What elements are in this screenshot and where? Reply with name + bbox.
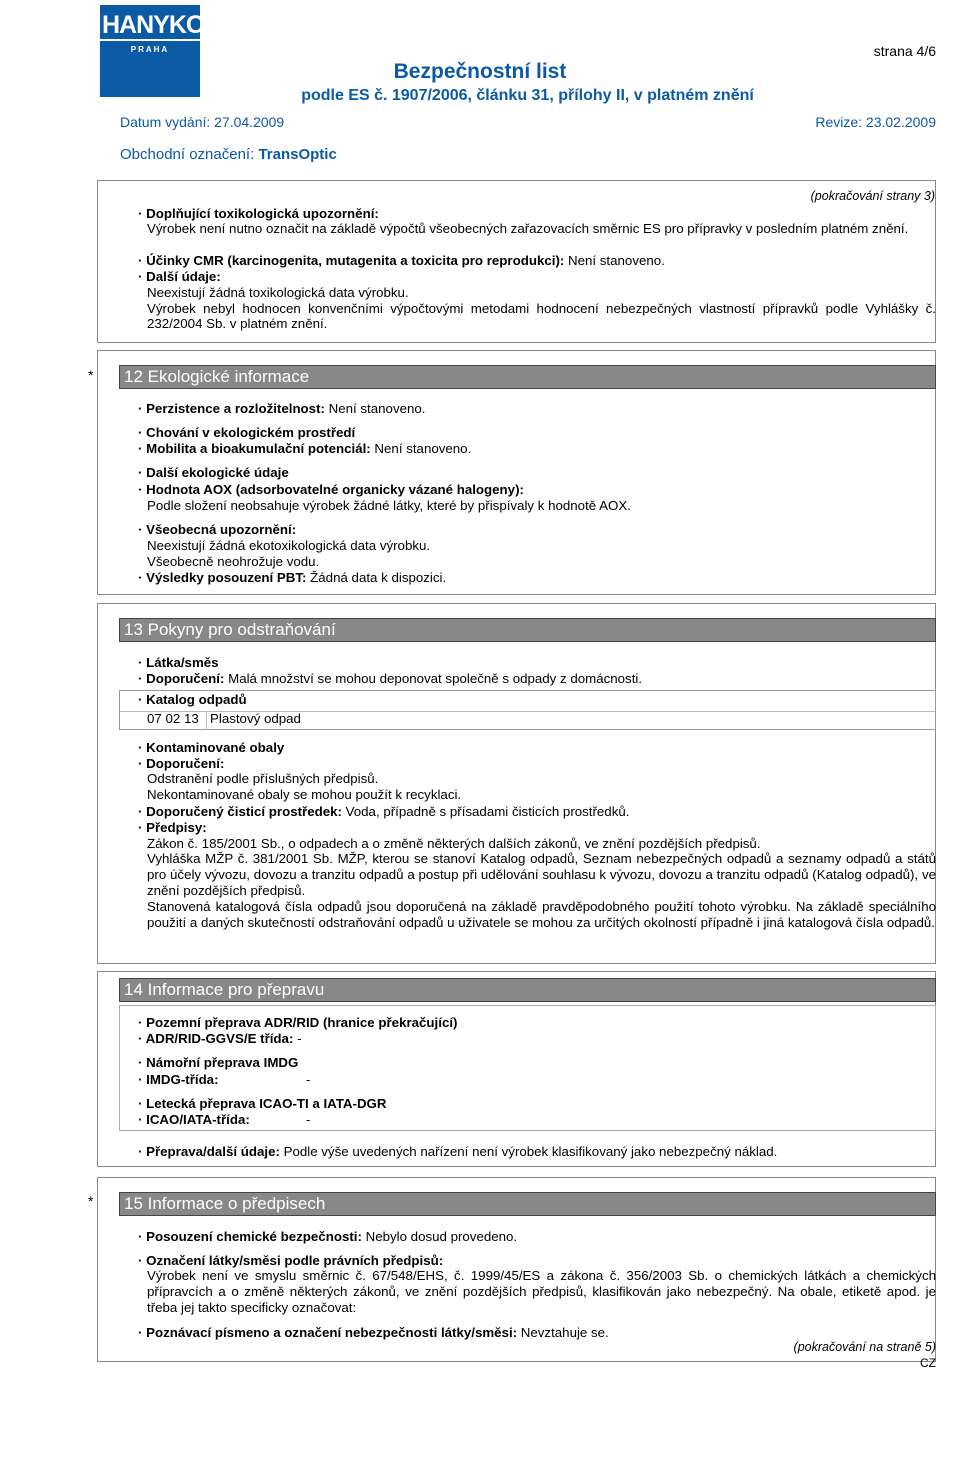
cleaning-agent-label: · Doporučený čisticí prostředek: xyxy=(138,804,342,819)
waste-catalog-header: · Katalog odpadů xyxy=(138,692,247,707)
hazard-symbol-line xyxy=(138,1325,609,1340)
labelling-text: Výrobek není ve smyslu směrnic č. 67/548/EHS, č. 1999/45/ES a zákona č. 356/2003 Sb. o chemických látkách a chemických přípravcích a o změně některých zákonů, ve znění pozdějších předpisů, klasifikován jako nebezpečný. Na obale, etiketě apod. je třeba jej takto specificky označovat: xyxy=(147,1268,936,1315)
packaging-text-2: Nekontaminované obaly se mohou použít k recyklaci. xyxy=(147,787,462,802)
icao-class-label: · ICAO/IATA-třída: xyxy=(138,1112,250,1127)
recommendation-label: · Doporučení: xyxy=(138,671,225,686)
adr-class-value: - xyxy=(293,1031,302,1046)
logo-main-text: HANYKO xyxy=(102,11,205,39)
recommendation-value: Malá množství se mohou deponovat společně s odpady z domácnosti. xyxy=(224,671,643,686)
substance-label: · Látka/směs xyxy=(138,655,219,670)
issue-date: Datum vydání: 27.04.2009 xyxy=(120,114,285,130)
waste-name: Plastový odpad xyxy=(210,711,301,726)
cmr-label: · Účinky CMR (karcinogenita, mutagenita a toxicita pro reprodukci): xyxy=(138,253,565,268)
persistence-value: Není stanoveno. xyxy=(324,401,426,416)
waste-code: 07 02 13 xyxy=(147,711,199,726)
recommendation-line xyxy=(138,671,642,686)
sea-transport-label: · Námořní přeprava IMDG xyxy=(138,1055,299,1070)
general-notes-text-1: Neexistují žádná ekotoxikologická data výrobku. xyxy=(147,538,431,553)
revision-date: Revize: 23.02.2009 xyxy=(815,114,936,130)
section-12-changed-marker: * xyxy=(88,367,94,383)
cmr-line xyxy=(138,253,665,268)
packaging-recommendation-label: · Doporučení: xyxy=(138,756,225,771)
air-transport-label: · Letecká přeprava ICAO-TI a IATA-DGR xyxy=(138,1096,387,1111)
chem-safety-label: · Posouzení chemické bezpečnosti: xyxy=(138,1229,362,1244)
cmr-value: Není stanoveno. xyxy=(564,253,665,268)
transport-other-value: Podle výše uvedených nařízení není výrobek klasifikovaný jako nebezpečný náklad. xyxy=(279,1144,778,1159)
section-15-changed-marker: * xyxy=(88,1193,94,1209)
imdg-class-value: - xyxy=(306,1072,311,1087)
imdg-class-label: · IMDG-třída: xyxy=(138,1072,219,1087)
general-notes-text-2: Všeobecně neohrožuje vodu. xyxy=(147,554,320,569)
eco-behaviour-label: · Chování v ekologickém prostředí xyxy=(138,425,356,440)
continued-to: (pokračování na straně 5) xyxy=(793,1340,936,1354)
section-15-header: 15 Informace o předpisech xyxy=(119,1192,936,1216)
document-subtitle: podle ES č. 1907/2006, článku 31, přílohy II, v platném znění xyxy=(301,87,754,104)
trade-name: TransOptic xyxy=(258,146,337,163)
cleaning-agent-line xyxy=(138,804,629,819)
regulation-law: Zákon č. 185/2001 Sb., o odpadech a o změně některých dalších zákonů, ve znění pozdějších předpisů. xyxy=(147,836,761,851)
regulations-label: · Předpisy: xyxy=(138,820,207,835)
page-number: strana 4/6 xyxy=(873,43,936,59)
adr-class-line xyxy=(138,1031,302,1046)
land-transport-label: · Pozemní přeprava ADR/RID (hranice překračující) xyxy=(138,1015,458,1030)
aox-text: Podle složení neobsahuje výrobek žádné látky, které by přispívaly k hodnotě AOX. xyxy=(147,498,631,513)
trade-name-line xyxy=(120,146,337,163)
regulation-note: Stanovená katalogová čísla odpadů jsou doporučená na základě pravděpodobného použití tohoto výrobku. Na základě speciálního použití a daných skutečností odstraňování odpadů u uživatele se mohou za určitých okolností případně i jiná katalogová čísla odpadů. xyxy=(147,899,936,930)
adr-class-label: · ADR/RID-GGVS/E třída: xyxy=(138,1031,294,1046)
general-notes-label: · Všeobecná upozornění: xyxy=(138,522,297,537)
section-14-header: 14 Informace pro přepravu xyxy=(119,978,936,1002)
continued-from: (pokračování strany 3) xyxy=(810,189,935,203)
evaluation-text: Výrobek nebyl hodnocen konvenčními výpočtovými metodami hodnocení nebezpečných vlastností přípravků podle Vyhlášky č. 232/2004 Sb. v platném znění. xyxy=(147,301,936,331)
tox-notes-label: · Doplňující toxikologická upozornění: xyxy=(138,206,379,221)
contaminated-packaging-label: · Kontaminované obaly xyxy=(138,740,285,755)
pbt-label: · Výsledky posouzení PBT: xyxy=(138,570,307,585)
trade-label: Obchodní označení: xyxy=(120,146,255,163)
transport-other-label: · Přeprava/další údaje: xyxy=(138,1144,280,1159)
section-13-header: 13 Pokyny pro odstraňování xyxy=(119,618,936,642)
pbt-line xyxy=(138,570,446,585)
packaging-text-1: Odstranění podle příslušných předpisů. xyxy=(147,771,379,786)
mobility-label: · Mobilita a bioakumulační potenciál: xyxy=(138,441,371,456)
hazard-symbol-label: · Poznávací písmeno a označení nebezpečnosti látky/směsi: xyxy=(138,1325,518,1340)
chem-safety-value: Nebylo dosud provedeno. xyxy=(361,1229,518,1244)
pbt-value: Žádná data k dispozici. xyxy=(306,570,447,585)
aox-label: · Hodnota AOX (adsorbovatelné organicky vázané halogeny): xyxy=(138,482,524,497)
logo-stripe xyxy=(100,39,200,41)
other-data-text: Neexistují žádná toxikologická data výrobku. xyxy=(147,285,409,300)
waste-catalog-divider xyxy=(206,711,207,730)
other-eco-label: · Další ekologické údaje xyxy=(138,465,289,480)
document-title: Bezpečnostní list xyxy=(393,60,567,83)
logo-sub-text: PRAHA xyxy=(130,45,170,54)
mobility-value: Není stanoveno. xyxy=(370,441,472,456)
chem-safety-line xyxy=(138,1229,517,1244)
persistence-label: · Perzistence a rozložitelnost: xyxy=(138,401,325,416)
tox-notes-text: Výrobek není nutno označit na základě výpočtů všeobecných zařazovacích směrnic ES pro přípravky v posledním platném znění. xyxy=(147,221,909,236)
labelling-label: · Označení látky/směsi podle právních předpisů: xyxy=(138,1253,444,1268)
other-data-label: · Další údaje: xyxy=(138,269,221,284)
language-code: CZ xyxy=(920,1356,936,1370)
mobility-line xyxy=(138,441,471,456)
hazard-symbol-value: Nevztahuje se. xyxy=(517,1325,609,1340)
icao-class-value: - xyxy=(306,1112,311,1127)
section-12-header: 12 Ekologické informace xyxy=(119,365,936,389)
transport-other-line xyxy=(138,1144,777,1159)
regulation-decree: Vyhláška MŽP č. 381/2001 Sb. MŽP, kterou se stanoví Katalog odpadů, Seznam nebezpečných odpadů a seznamy odpadů a států pro účely vývozu, dovozu a tranzitu odpadů a postup při udělování souhlasu k vývozu, dovozu a tranzitu odpadů (Katalog odpadů), ve znění pozdějších předpisů. xyxy=(147,851,936,898)
persistence-line xyxy=(138,401,425,416)
cleaning-agent-value: Voda, případně s přísadami čisticích prostředků. xyxy=(341,804,630,819)
